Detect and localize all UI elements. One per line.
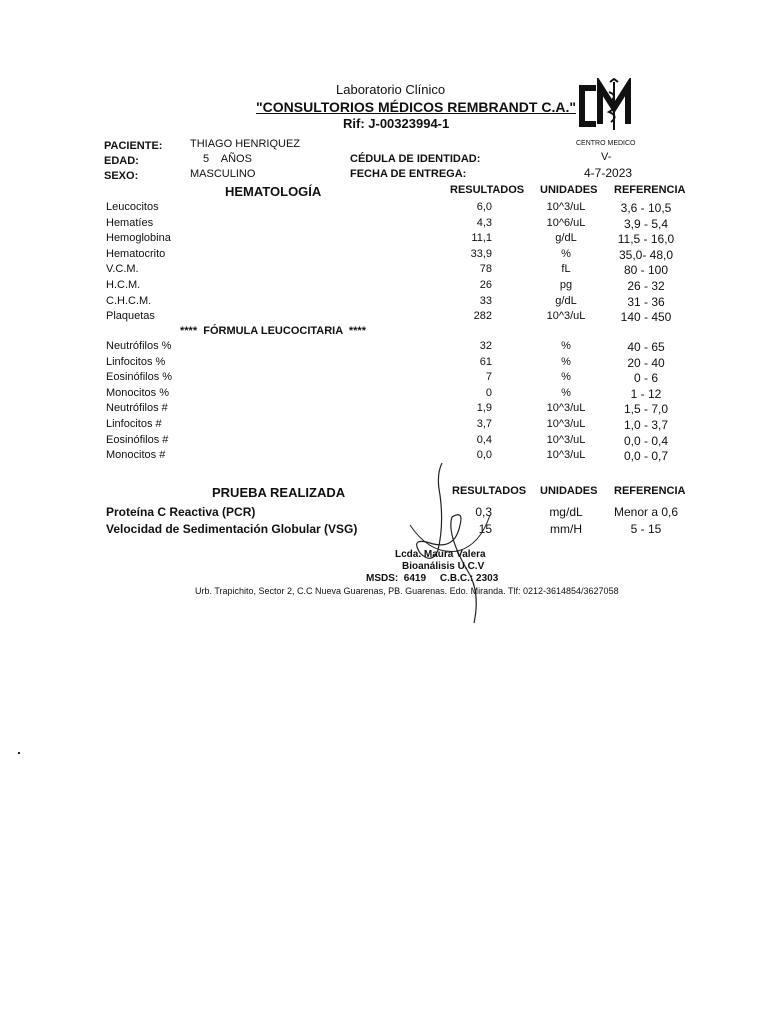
test-name: Hematocrito xyxy=(106,247,166,260)
table-row xyxy=(0,248,768,264)
edad-label: EDAD: xyxy=(104,155,139,167)
test-name: Linfocitos % xyxy=(106,355,166,368)
test-unit: g/dL xyxy=(555,232,577,245)
test-result: 0,0 xyxy=(476,449,492,462)
hematologia-title: HEMATOLOGÍA xyxy=(225,184,322,199)
test-unit: % xyxy=(561,340,571,352)
test-unit: 10^3/uL xyxy=(546,201,586,213)
test-unit: fL xyxy=(561,263,571,276)
table-row xyxy=(0,201,768,217)
table-row xyxy=(0,232,768,248)
footer-address: Urb. Trapichito, Sector 2, C.C Nueva Guarenas, PB. Guarenas. Edo. Miranda. Tlf: 0212-3614854/3627058 xyxy=(195,586,619,596)
test-reference: 1 - 12 xyxy=(630,386,662,401)
test-name: C.H.C.M. xyxy=(106,294,152,307)
lab-name: Laboratorio Clínico xyxy=(336,82,446,97)
test-unit: % xyxy=(561,355,571,368)
sexo-value: MASCULINO xyxy=(190,168,256,180)
company-name: "CONSULTORIOS MÉDICOS REMBRANDT C.A." xyxy=(256,99,576,115)
test-unit: pg xyxy=(559,279,573,291)
test-reference: 26 - 32 xyxy=(627,279,665,293)
test-result: 7 xyxy=(485,371,492,384)
table-row xyxy=(0,418,768,434)
test-reference: 31 - 36 xyxy=(627,294,665,309)
signature-ids: MSDS: 6419 C.B.C.: 2303 xyxy=(366,573,499,584)
test-reference: Menor a 0,6 xyxy=(613,505,679,519)
test-reference: 0,0 - 0,4 xyxy=(623,433,669,448)
table-row xyxy=(0,295,768,311)
test-name: Monocitos % xyxy=(106,386,169,399)
test-unit: 10^3/uL xyxy=(546,433,586,446)
sexo-label: SEXO: xyxy=(104,170,139,182)
test-result: 15 xyxy=(478,522,492,536)
test-name: H.C.M. xyxy=(106,279,141,291)
table-row xyxy=(0,340,768,356)
test-result: 32 xyxy=(479,340,492,352)
test-reference: 0,0 - 0,7 xyxy=(623,449,669,464)
test-name: Eosinófilos # xyxy=(106,433,169,446)
test-name: Eosinófilos % xyxy=(106,371,173,384)
test-unit: 10^3/uL xyxy=(546,449,586,462)
test-result: 3,7 xyxy=(476,418,492,430)
test-unit: 10^3/uL xyxy=(546,310,586,323)
signature-title: Bioanálisis U.C.V xyxy=(402,561,485,572)
prueba-col-referencia: REFERENCIA xyxy=(614,485,686,497)
test-reference: 140 - 450 xyxy=(620,310,672,325)
test-result: 0,4 xyxy=(476,433,492,446)
rif-number: Rif: J-00323994-1 xyxy=(343,116,450,131)
table-row xyxy=(0,217,768,233)
test-unit: 10^3/uL xyxy=(546,402,586,415)
prueba-col-unidades: UNIDADES xyxy=(540,485,598,497)
centro-medico-logo xyxy=(574,78,646,142)
test-unit: g/dL xyxy=(555,294,577,307)
test-unit: % xyxy=(561,371,571,384)
prueba-col-resultados: RESULTADOS xyxy=(452,485,527,497)
test-result: 33 xyxy=(479,294,492,307)
paciente-value: THIAGO HENRIQUEZ xyxy=(190,138,301,150)
test-result: 78 xyxy=(479,263,492,276)
test-result: 61 xyxy=(479,355,492,368)
test-name: Proteína C Reactiva (PCR) xyxy=(106,505,256,519)
cedula-value: V- xyxy=(601,151,612,163)
cedula-label: CÉDULA DE IDENTIDAD: xyxy=(350,153,481,165)
test-name: Hematíes xyxy=(106,216,154,229)
table-row xyxy=(0,371,768,387)
table-row xyxy=(0,279,768,295)
test-name: Linfocitos # xyxy=(106,418,162,430)
table-row xyxy=(0,387,768,403)
test-name: Neutrófilos # xyxy=(106,402,168,415)
formula-title: **** FÓRMULA LEUCOCITARIA **** xyxy=(180,325,366,337)
handwritten-signature xyxy=(380,455,530,635)
test-result: 0 xyxy=(485,386,492,399)
test-unit: 10^3/uL xyxy=(546,418,586,430)
test-name: Monocitos # xyxy=(106,449,166,462)
col-referencia: REFERENCIA xyxy=(614,184,686,196)
test-reference: 11,5 - 16,0 xyxy=(617,232,675,247)
test-reference: 1,5 - 7,0 xyxy=(623,402,669,417)
test-result: 26 xyxy=(479,279,492,291)
paciente-label: PACIENTE: xyxy=(104,140,163,152)
col-unidades: UNIDADES xyxy=(540,184,598,196)
fecha-label: FECHA DE ENTREGA: xyxy=(350,168,467,180)
edad-value: 5 AÑOS xyxy=(203,153,252,165)
table-row xyxy=(0,263,768,279)
test-name: V.C.M. xyxy=(106,263,139,276)
test-unit: mm/H xyxy=(550,522,582,536)
test-name: Velocidad de Sedimentación Globular (VSG) xyxy=(106,522,358,536)
test-result: 11,1 xyxy=(471,232,492,245)
test-result: 282 xyxy=(473,310,492,323)
test-result: 33,9 xyxy=(470,247,492,260)
prueba-title: PRUEBA REALIZADA xyxy=(212,485,346,500)
test-unit: mg/dL xyxy=(549,505,583,519)
table-row xyxy=(0,310,768,326)
test-reference: 80 - 100 xyxy=(623,263,669,278)
test-reference: 3,9 - 5,4 xyxy=(623,216,669,231)
test-name: Neutrófilos % xyxy=(106,340,172,352)
stray-dot xyxy=(18,752,20,754)
test-result: 1,9 xyxy=(476,402,492,415)
table-row xyxy=(0,402,768,418)
test-reference: 5 - 15 xyxy=(630,522,662,536)
table-row xyxy=(0,434,768,450)
test-name: Leucocitos xyxy=(106,201,159,213)
test-result: 4,3 xyxy=(476,216,492,229)
test-result: 6,0 xyxy=(476,201,492,213)
test-unit: % xyxy=(561,247,571,260)
fecha-value: 4-7-2023 xyxy=(584,166,633,180)
test-unit: % xyxy=(561,386,571,399)
test-reference: 20 - 40 xyxy=(627,355,665,370)
logo-cm-icon xyxy=(574,78,646,142)
test-name: Plaquetas xyxy=(106,310,155,323)
col-resultados: RESULTADOS xyxy=(450,184,525,196)
test-reference: 3,6 - 10,5 xyxy=(620,201,672,215)
test-result: 0,3 xyxy=(475,505,492,519)
test-unit: 10^6/uL xyxy=(546,216,586,229)
test-reference: 0 - 6 xyxy=(633,371,658,386)
test-reference: 35,0- 48,0 xyxy=(618,247,674,262)
test-reference: 40 - 65 xyxy=(627,340,665,354)
test-name: Hemoglobina xyxy=(106,232,171,245)
signature-name: Lcda. Maura Valera xyxy=(395,549,486,560)
test-reference: 1,0 - 3,7 xyxy=(623,418,669,432)
logo-caption: CENTRO MEDICO xyxy=(576,140,636,147)
table-row xyxy=(0,356,768,372)
